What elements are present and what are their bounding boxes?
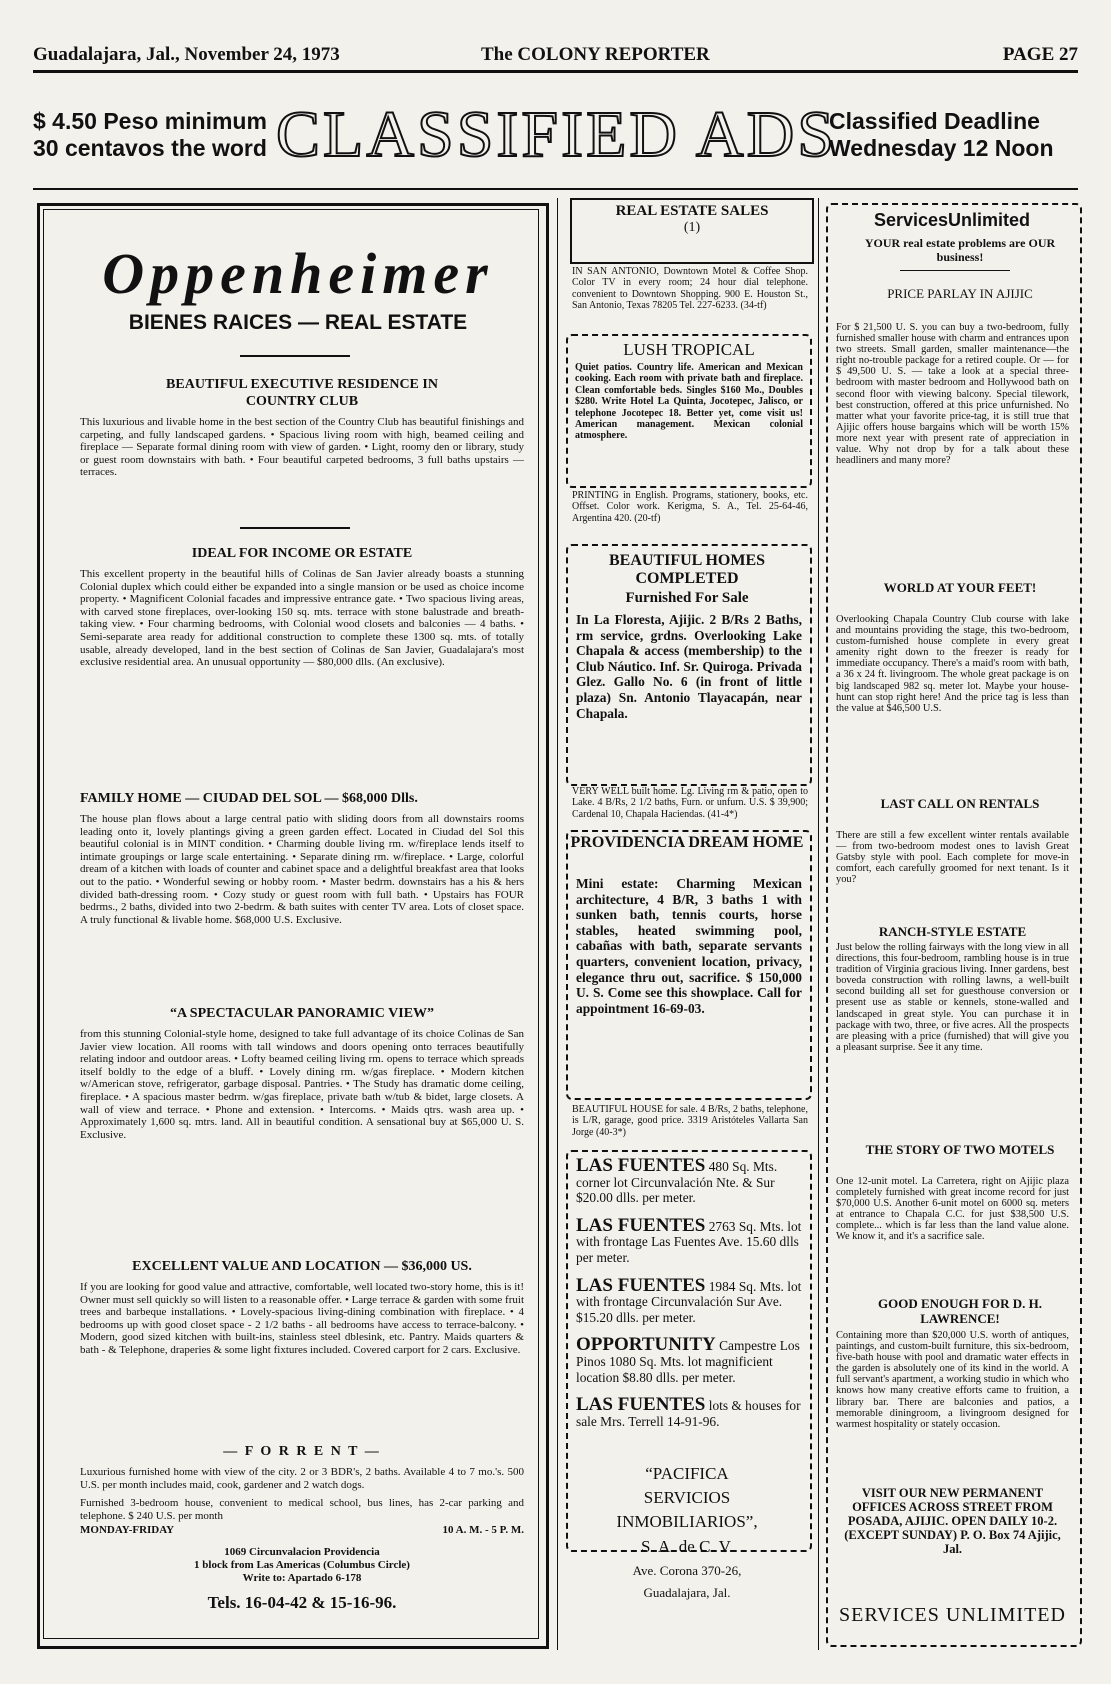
section-title: REAL ESTATE SALES xyxy=(615,203,769,219)
price-line-2: 30 centavos the word xyxy=(33,135,267,161)
price-notice xyxy=(33,108,267,162)
listing-body: This excellent property in the beautiful hills of Colinas de San Javier already boasts a stunning Colonial duplex which could either be expanded into a single mansion or be used as choice income property. • Magnificent Colonial facades and impressive entrance gate. • Two spacious living areas, with carved stone fireplaces, over-looking 150 sq. mts. terrace with stone balustrade and breath-taking view. • Four charming bedrooms, with Colonial wood closets and balconies — 4 baths. • Semi-separate area ready for additional construction to complete these 1300 sq. mts. of totally usable, already developed, land in the best section of Colinas de San Javier, Guadalajara's most exclusive residential area. An unusual opportunity — $80,000 dlls. (An exclusive). xyxy=(80,568,524,669)
listing-title: EXCELLENT VALUE AND LOCATION — $36,000 US. xyxy=(132,1259,472,1274)
column-rule xyxy=(557,198,558,1650)
las-fuentes-listings xyxy=(576,1155,802,1429)
listing-title: WORLD AT YOUR FEET! xyxy=(883,580,1037,595)
header-dateline: Guadalajara, Jal., November 24, 1973 xyxy=(33,44,340,65)
listing-title: — F O R R E N T — xyxy=(223,1444,381,1459)
deadline-line-1: Classified Deadline xyxy=(829,108,1040,134)
listing-body: Campestre Los Pinos 1080 Sq. Mts. lot magnificient location $8.80 dlls. per meter. xyxy=(576,1338,800,1385)
listing-body: The house plan flows about a large central patio with sliding doors from all downstairs rooms leading onto it, lovely plantings giving a green garden effect. Located in Ciudad del Sol this beautiful colonial is in MINT condition. • Charming double living rm. w/fireplace lends itself to intimate groupings or large scale entertaining. • Separate dining rm. w/fireplace. • Large, colorful dream of a kitchen with loads of counter and cabinet space and a delightful breakfast area that looks out to the patio. • Wonderful sewing or hobby room. • Master bedrm. downstairs has a his & hers divided bath-dressing room. • Cozy study or guest room with full bath. • Upstairs has FOUR bedrms., 2 baths, divided into two 2-bedrm. & bath suites with center TV area. Lots of closet space. A truly functional & livable home. $68,000 U.S. Exclusive. xyxy=(80,813,524,926)
services-brand: ServicesUnlimited xyxy=(873,210,1031,230)
listing-body: 480 Sq. Mts. corner lot Circunvalación Nte. & Sur $20.00 dlls. per meter. xyxy=(576,1159,778,1206)
header-page-number: PAGE 27 xyxy=(1002,44,1078,65)
beautiful-homes-body: In La Floresta, Ajijic. 2 B/Rs 2 Baths, rm service, grdns. Overlooking Lake Chapala & access (membership) to the Club Náutico. Inf. Sr. Quiroga. Privada Glez. Gallo No. 6 (in front of little plaza) Sn. Antonio Tlayacapán, near Chapala. xyxy=(576,612,802,721)
listing xyxy=(576,1394,802,1429)
listing-title: RANCH-STYLE ESTATE xyxy=(878,924,1027,939)
pacifica-line: INMOBILIARIOS”, xyxy=(616,1512,758,1531)
listing-body: Containing more than $20,000 U.S. worth of antiques, paintings, and custom-built furniture, this six-bedroom, five-bath house with pool and dramatic water effects in the garden is absolutely one of its kind in the world. A full servant's apartment, a working studio in which who knows how many creative efforts came to fruition, a library bar. There are balconies and patios, a memorable diningroom, a livingroom designed for warmest hospitality or stately occasion. xyxy=(836,1330,1069,1430)
listing xyxy=(576,1214,802,1266)
listing-body: Overlooking Chapala Country Club course with lake and mountains providing the stage, this two-bedroom, custom-furnished house complete in every great amenity right down to the freezer is ready for immediate occupancy. There's a maid's room with bath, a 36 x 24 ft. livingroom. The whole great package is on big landscaped 982 sq. meter lot. Maybe your house-hunt can stop right here! And the price tag is less than the value at $46,500 U.S. xyxy=(836,614,1069,714)
oppenheimer-name: Oppenheimer xyxy=(102,241,494,306)
deadline-notice xyxy=(829,108,1054,162)
very-well-built-ad: VERY WELL built home. Lg. Living rm & patio, open to Lake. 4 B/Rs, 2 1/2 baths, Furn. or unfurn. U.S. $ 39,900; Cardenal 10, Chapala Haciendas. (41-4*) xyxy=(572,786,808,820)
masthead-rule xyxy=(33,188,1078,190)
header-paper-name: The COLONY REPORTER xyxy=(481,44,710,65)
address-line: Write to: Apartado 6-178 xyxy=(242,1572,362,1585)
listing-body: from this stunning Colonial-style home, designed to take full advantage of its choice Colinas de San Javier view location. All rooms with tall windows and doors opening onto terraces beautifully relating indoor and outdoor areas. • Lofty beamed ceiling living rm. opens to terrace which spreads itself boldly to the edge of a bluff. • Lovely dining rm. w/gas fireplace. • Modern kitchen w/American stove, refrigerator, garbage disposal. Pantries. • The Study has dramatic dome ceiling, fireplace. • A spacious master bedrm. w/gas fireplace, private bath w/tub & bidet, large closets. A wall of view and terrace. • Phone and extension. • Intercoms. • Maids qtrs. wash area up. • Approximately 1,600 sq. mtrs. land. All in beautiful condition. A sensational buy at $65,000 U. S. Exclusive. xyxy=(80,1028,524,1141)
office-address xyxy=(80,1546,524,1585)
listing xyxy=(576,1334,802,1385)
pacifica-line: Guadalajara, Jal. xyxy=(643,1585,731,1600)
listing-body: One 12-unit motel. La Carretera, right on Ajijic plaza completely furnished with great income record for just $70,000 U.S. Another 6-unit motel on 6000 sq. meters at entrance to Chapala C.C. for just $38,500 U.S. complete... which is far less than the land value alone. We know it, and it's a sacrifice sale. xyxy=(836,1176,1069,1243)
lush-tropical-body: Quiet patios. Country life. American and Mexican cooking. Each room with private bath and fireplace. Clean comfortable beds. Singles $160 Mo., Doubles $280. Write Hotel La Quinta, Jocotepec, Jalisco, or telephone Jocotepec 18. Better yet, come visit us! American management. Mexican colonial atmosphere. xyxy=(575,362,803,442)
providencia-body: Mini estate: Charming Mexican architecture, 4 B/R, 3 baths 1 with sunken bath, tennis courts, horse stables, heated swimming pool, cabañas with bath, separate servants quarters, convenient location, privacy, elegance thru out, sacrifice. $ 150,000 U. S. Come see this showplace. Call for appointment 16-69-03. xyxy=(576,876,802,1016)
lush-tropical-title: LUSH TROPICAL xyxy=(623,340,755,359)
pacifica-line: Ave. Corona 370-26, xyxy=(632,1563,742,1578)
beautiful-homes-title: BEAUTIFUL HOMES COMPLETED xyxy=(608,552,766,587)
office-days: MONDAY-FRIDAY xyxy=(80,1524,175,1537)
listing-title: LAS FUENTES xyxy=(576,1155,706,1176)
services-footer-brand: SERVICES UNLIMITED xyxy=(839,1604,1066,1626)
office-time: 10 A. M. - 5 P. M. xyxy=(442,1524,524,1537)
listing-body: If you are looking for good value and attractive, comfortable, well located two-story home, this is it! Owner must sell quickly so will listen to a reasonable offer. • Large terrace & garden with some fruit trees and barbeque installations. • Lovely-spacious living-dining combination with fireplace. • 4 bedrooms up with good closet space - 2 1/2 baths - all bedrooms have access to terrace-balcony. • Modern, good sized kitchen with built-ins, stainless steel dblesink, etc. Pantry. Maids quarters & bath - & Telephone, draperies & some light fixtures included. Covered carport for 2 cars. Exclusive. xyxy=(80,1281,524,1356)
printing-ad: PRINTING in English. Programs, stationery, books, etc. Offset. Color work. Kerigma, S. A., Tel. 25-64-46, Argentina 420. (20-tf) xyxy=(572,490,808,524)
listing-title: FAMILY HOME — CIUDAD DEL SOL — $68,000 Dlls. xyxy=(80,791,418,806)
listing-body: This luxurious and livable home in the best section of the Country Club has beautiful finishings and carpeting, and fully landscaped gardens. • Spacious living room with high, beamed ceiling and fireplace — Separate formal dining room with view of garden. • Light, roomy den or library, study or guest room downstairs with bath. • Four beautiful carpeted bedrooms, 3 full baths upstairs — terraces. xyxy=(80,416,524,479)
address-line: 1069 Circunvalacion Providencia xyxy=(224,1546,380,1559)
divider xyxy=(900,270,1010,271)
divider xyxy=(240,527,350,529)
listing-title: LAS FUENTES xyxy=(576,1214,706,1236)
listing-body: For $ 21,500 U. S. you can buy a two-bedroom, fully furnished smaller house with charm and entrances upon two streets. Small garden, smaller maintenance—the right no-trouble package for a retired couple. Or — for $ 49,500 U. S. — take a look at a special three-bedroom with master bedroom and Hollywood bath on second floor with viewing balcony. Special tilework, best construction, offered at this price unfurnished. No matter what your favorite price-tag, it is still true that Ajijic offers house bargains which will be worth 15% more next year with present rate of appreciation in value. Why not drop by for a talk about these headliners and many more? xyxy=(836,322,1069,467)
listing-title: GOOD ENOUGH FOR D. H. LAWRENCE! xyxy=(878,1296,1042,1326)
listing-body: Just below the rolling fairways with the long view in all directions, this four-bedroom, rambling house is in true tradition of Virginia gracious living. Inner gardens, best boveda construction with rolling lawns, a well-built second building all set for guesthouse conversion or present use as stable or kennels, stone-walled and landscaped in great style. You can purchase it in package with two, three, or five acres. All the prospects are pleasing with a price (furnished) that will give you a pleasant surprise. See it any time. xyxy=(836,942,1069,1053)
listing xyxy=(576,1155,802,1206)
listing-body: 1984 Sq. Mts. lot with frontage Circunvalación Sur Ave. $15.20 dlls. per meter. xyxy=(576,1278,802,1325)
listing-title: LAS FUENTES xyxy=(576,1394,706,1416)
pacifica-line: “PACIFICA xyxy=(645,1464,729,1483)
listing xyxy=(576,1274,802,1326)
providencia-title: PROVIDENCIA DREAM HOME xyxy=(570,834,804,851)
beautiful-homes-subtitle: Furnished For Sale xyxy=(625,590,749,606)
listing-title: IDEAL FOR INCOME OR ESTATE xyxy=(191,546,413,561)
pacifica-ad xyxy=(570,1462,804,1604)
listing-title: “A SPECTACULAR PANORAMIC VIEW” xyxy=(169,1006,435,1021)
listing-body: 2763 Sq. Mts. lot with frontage Las Fuentes Ave. 15.60 dlls per meter. xyxy=(576,1218,802,1265)
section-number: (1) xyxy=(683,220,701,235)
listing-title: BEAUTIFUL EXECUTIVE RESIDENCE IN COUNTRY CLUB xyxy=(166,377,438,409)
office-phones: Tels. 16-04-42 & 15-16-96. xyxy=(207,1593,397,1613)
address-line: 1 block from Las Americas (Columbus Circle) xyxy=(194,1559,410,1572)
listing-title: OPPORTUNITY xyxy=(576,1334,716,1356)
classified-masthead xyxy=(33,100,1078,180)
beautiful-house-ad: BEAUTIFUL HOUSE for sale. 4 B/Rs, 2 baths, telephone, is L/R, garage, good price. 3319 Aristóteles Vallarta San Jorge (40-3*) xyxy=(572,1104,808,1138)
pacifica-line: SERVICIOS xyxy=(643,1488,731,1507)
deadline-line-2: Wednesday 12 Noon xyxy=(829,135,1054,161)
listing-title: LAST CALL ON RENTALS xyxy=(880,796,1040,811)
listing-title: LAS FUENTES xyxy=(576,1274,706,1296)
price-line-1: $ 4.50 Peso minimum xyxy=(33,108,267,134)
listing-title: THE STORY OF TWO MOTELS xyxy=(865,1142,1055,1157)
real-estate-header-box xyxy=(570,198,814,264)
office-notice: VISIT OUR NEW PERMANENT OFFICES ACROSS STREET FROM POSADA, AJIJIC. OPEN DAILY 10-2. (EXCEPT SUNDAY) P. O. Box 74 Ajijic, Jal. xyxy=(844,1486,1061,1556)
office-hours xyxy=(80,1524,524,1538)
listing-body: lots & houses for sale Mrs. Terrell 14-91-96. xyxy=(576,1398,801,1429)
listing-body: There are still a few excellent winter rentals available — from two-bedroom modest ones to lavish Great Gatsby style with pool. Each complete for move-in comfort, each carefully groomed for next tenant. Is it you? xyxy=(836,830,1069,886)
listing-title: PRICE PARLAY IN AJIJIC xyxy=(887,286,1033,301)
classified-title: CLASSIFIED ADS xyxy=(276,98,837,171)
pacifica-line: S. A. de C. V. xyxy=(641,1537,733,1556)
motel-ad: IN SAN ANTONIO, Downtown Motel & Coffee Shop. Color TV in every room; 24 hour dial telephone. convenient to Downtown Shopping. 900 E. Houston St., San Antonio, Texas 78205 Tel. 227-6233. (34-tf) xyxy=(572,266,808,312)
services-tagline: YOUR real estate problems are OUR business! xyxy=(864,236,1056,264)
page-header xyxy=(33,40,1078,73)
column-rule xyxy=(818,198,819,1650)
rental-body: Luxurious furnished home with view of the city. 2 or 3 BDR's, 2 baths. Available 4 to 7 mo.'s. 500 U.S. per month includes maid, cook, gardener and 2 watch dogs. xyxy=(80,1466,524,1491)
oppenheimer-subtitle: BIENES RAICES — REAL ESTATE xyxy=(128,311,468,334)
rental-body: Furnished 3-bedroom house, convenient to medical school, bus lines, has 2-car parking and telephone. $ 240 U.S. per month xyxy=(80,1497,524,1522)
divider xyxy=(240,355,350,357)
